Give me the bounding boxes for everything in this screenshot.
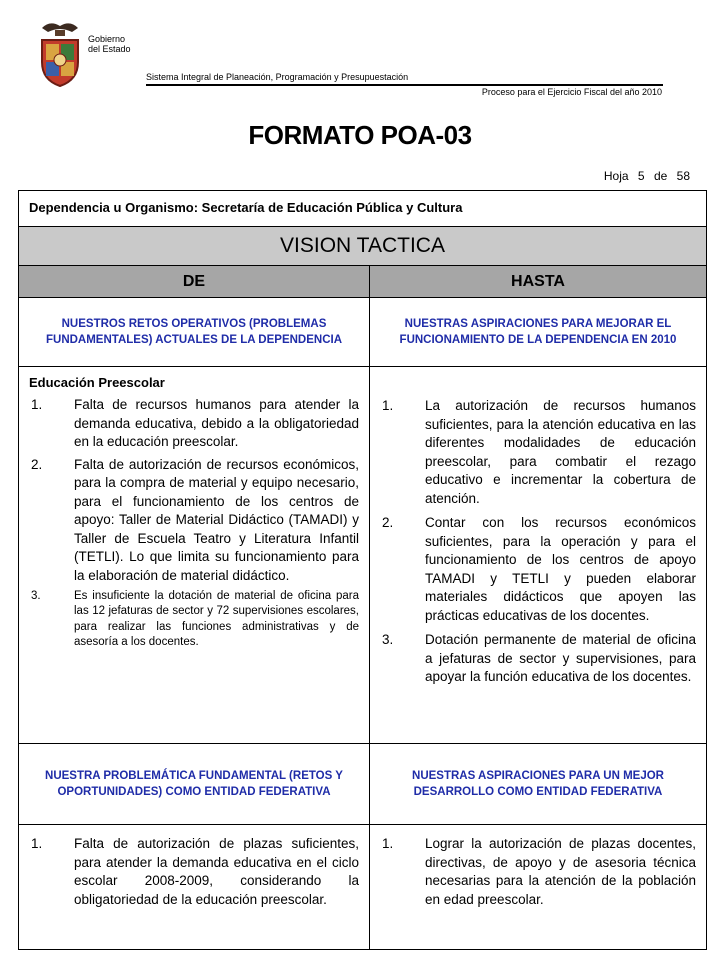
list-item: 2. Contar con los recursos económicos suficientes, para la operación y para el funcionamiento de los centros de apoyo TAMADI y TETLI y pueden elaborar materiales didácticos que apoyen las prácticas educativas de los docentes. <box>382 515 696 623</box>
header-rule <box>146 84 663 86</box>
dependencia-row: Dependencia u Organismo: Secretaría de Educación Pública y Cultura <box>19 191 707 227</box>
retos-operativos-header: NUESTROS RETOS OPERATIVOS (PROBLEMAS FUNDAMENTALES) ACTUALES DE LA DEPENDENCIA <box>19 298 370 367</box>
page-title: FORMATO POA-03 <box>248 120 472 150</box>
gobierno-line1: Gobierno <box>88 34 126 44</box>
aspiraciones-entidad-cell <box>370 825 707 950</box>
list-item: 1. Falta de recursos humanos para atender la demanda educativa, debido a la obligatoriedad en la educación preescolar. <box>31 397 359 449</box>
aspiraciones-dependencia-cell <box>370 367 707 744</box>
aspiraciones-entidad-header: NUESTRAS ASPIRACIONES PARA UN MEJOR DESARROLLO COMO ENTIDAD FEDERATIVA <box>370 744 707 825</box>
sistema-caption: Sistema Integral de Planeación, Programación y Presupuestación <box>146 72 409 82</box>
column-header-hasta: HASTA <box>370 266 707 298</box>
problematica-cell <box>19 825 370 950</box>
poa-table <box>18 190 707 950</box>
list-item: 1. Falta de autorización de plazas suficientes, para atender la demanda educativa en el ciclo escolar 2008-2009, considerando la obligatoriedad de la educación preescolar. <box>31 836 359 907</box>
state-seal-logo <box>36 18 84 90</box>
list-item: 1. La autorización de recursos humanos suficientes, para la atención educativa en las diferentes modalidades de educación preescolar, para combatir el rezago educativo e incrementar la cobertura de atención. <box>382 398 696 506</box>
hoja-number: 5 <box>637 169 645 183</box>
retos-operativos-cell <box>19 367 370 744</box>
hoja-de-label: de <box>653 169 668 183</box>
list-item: 1. Lograr la autorización de plazas docentes, directivas, de apoyo y de asesoria técnica necesarias para la atención de la población en edad preescolar. <box>382 836 696 907</box>
aspiraciones-dependencia-header: NUESTRAS ASPIRACIONES PARA MEJORAR EL FUNCIONAMIENTO DE LA DEPENDENCIA EN 2010 <box>370 298 707 367</box>
list-item: 3. Dotación permanente de material de oficina a jefaturas de sector y supervisiones, para apoyar la función educativa de los docentes. <box>382 632 696 684</box>
hoja-label: Hoja <box>603 169 629 183</box>
educacion-preescolar-heading: Educación Preescolar <box>29 375 165 390</box>
vision-tactica-heading: VISION TACTICA <box>19 227 707 266</box>
list-item: 2. Falta de autorización de recursos económicos, para la compra de material y equipo necesario, para el funcionamiento de los centros de apoyo: Taller de Material Didáctico (TAMADI) y Taller de Escuela Teatro y Literatura Infantil (TETLI). Lo que limita su funcionamiento para la elaboración de material didáctico. <box>31 456 359 583</box>
page-counter <box>598 169 690 183</box>
gobierno-line2: del Estado <box>88 44 131 54</box>
hoja-total: 58 <box>676 169 690 183</box>
gobierno-del-estado <box>88 34 131 54</box>
column-header-de: DE <box>19 266 370 298</box>
problematica-header: NUESTRA PROBLEMÁTICA FUNDAMENTAL (RETOS Y OPORTUNIDADES) COMO ENTIDAD FEDERATIVA <box>19 744 370 825</box>
proceso-caption: Proceso para el Ejercicio Fiscal del año 2010 <box>481 87 662 97</box>
list-item: 3. Es insuficiente la dotación de material de oficina para las 12 jefaturas de sector y 72 supervisiones escolares, para realizar las funciones administrativas y de asesoría a los docentes. <box>31 590 359 648</box>
